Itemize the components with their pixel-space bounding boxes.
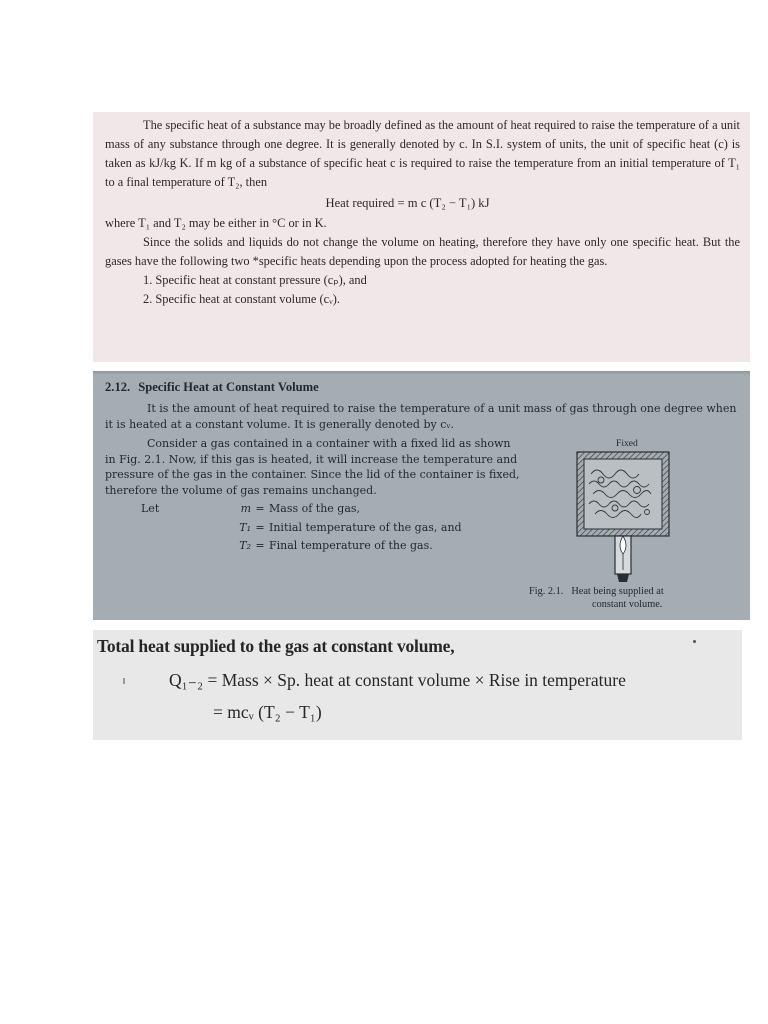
container-interior	[584, 459, 662, 529]
section-heading	[105, 380, 327, 395]
equals-sign: =	[255, 539, 265, 552]
variable-description: Initial temperature of the gas, and	[269, 520, 462, 534]
heat-formula-words: Q₁₋₂ = Mass × Sp. heat at constant volume × Rise in temperature	[169, 670, 626, 690]
variable-row	[105, 520, 520, 536]
variable-description: Final temperature of the gas.	[269, 539, 433, 552]
variable-row	[105, 538, 520, 554]
scan-speck	[693, 640, 696, 643]
caption-line-2: constant volume.	[592, 599, 663, 610]
variable-symbol: T₂	[239, 539, 251, 552]
figure-caption	[529, 585, 739, 611]
scan-edge	[93, 371, 750, 375]
list-item-constant-pressure: 1. Specific heat at constant pressure (cₚ), and	[143, 273, 367, 287]
paragraph-where: where T₁ and T₂ may be either in °C or in K.	[105, 216, 327, 230]
figure-label-fixed: Fixed	[616, 438, 638, 449]
equals-sign: =	[255, 520, 265, 534]
variable-list	[105, 501, 520, 554]
burner-base	[617, 574, 629, 582]
container-heating-figure	[575, 450, 671, 584]
variable-description: Mass of the gas,	[269, 502, 361, 515]
variable-row	[105, 501, 520, 517]
total-heat-excerpt	[93, 630, 742, 740]
scan-mark	[123, 678, 125, 684]
caption-line-1: Heat being supplied at	[571, 586, 664, 597]
heat-required-equation: Heat required = m c (T₂ − T₁) kJ	[325, 196, 490, 210]
let-label: Let	[141, 502, 160, 515]
consider-paragraph: Consider a gas contained in a container with a fixed lid as shown in Fig. 2.1. Now, if this gas is heated, it will increase the temperature and pressure of the gas in the container. Since the lid of the container is fixed, therefore the volume of gas remains unchanged.	[105, 437, 520, 497]
heat-formula-symbols: = mcᵥ (T₂ − T₁)	[213, 702, 322, 722]
list-item-constant-volume: 2. Specific heat at constant volume (cᵥ).	[143, 292, 341, 306]
definition-paragraph: It is the amount of heat required to raise the temperature of a unit mass of gas through one degree when it is heated at a constant volume. It is generally denoted by cᵥ.	[105, 402, 737, 431]
figure-number: Fig. 2.1.	[529, 586, 564, 597]
total-heat-statement: Total heat supplied to the gas at constant volume,	[97, 636, 455, 656]
variable-symbol: m	[240, 502, 251, 515]
paragraph-definition: The specific heat of a substance may be broadly defined as the amount of heat required to raise the temperature of a unit mass of any substance through one degree. It is generally denoted by c. In S.I. system of units, the unit of specific heat (c) is taken as kJ/kg K. If m kg of a substance of specific heat c is required to raise the temperature from an initial temperature of T₁ to a final temperature of T₂, then	[105, 118, 740, 189]
textbook-excerpt-constant-volume	[93, 371, 750, 620]
section-title: Specific Heat at Constant Volume	[138, 380, 319, 394]
variable-symbol: T₁	[239, 520, 251, 534]
equals-sign: =	[255, 502, 265, 515]
paragraph-solids-liquids: Since the solids and liquids do not change the volume on heating, therefore they have only one specific heat. But the gases have the following two *specific heats depending upon the process adopted for heating the gas.	[105, 235, 740, 268]
textbook-excerpt-specific-heat	[93, 112, 750, 362]
section-number: 2.12.	[105, 380, 131, 394]
